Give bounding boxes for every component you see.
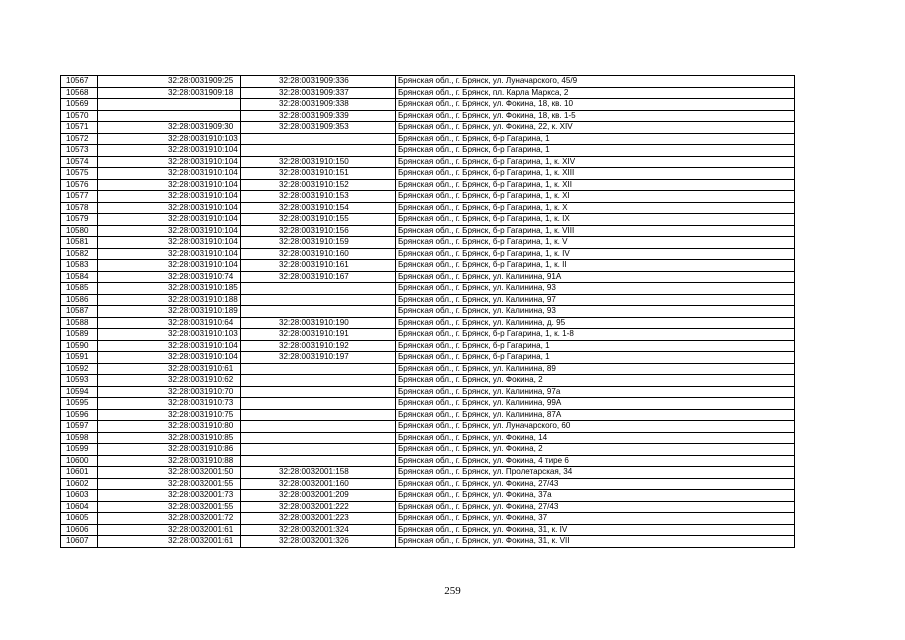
cadastral-number-cell: 32:28:0031910:80 — [98, 421, 241, 433]
table-row — [61, 191, 795, 203]
row-number-cell: 10569 — [61, 99, 98, 111]
table-body — [61, 76, 795, 548]
object-cadastral-number-cell: 32:28:0031909:336 — [241, 76, 396, 88]
row-number-cell: 10581 — [61, 237, 98, 249]
address-cell: Брянская обл., г. Брянск, ул. Калинина, 87А — [396, 409, 795, 421]
table-row — [61, 133, 795, 145]
object-cadastral-number-cell: 32:28:0031910:192 — [241, 340, 396, 352]
cadastral-number-cell: 32:28:0031910:86 — [98, 444, 241, 456]
table-row — [61, 283, 795, 295]
address-cell: Брянская обл., г. Брянск, ул. Луначарского, 60 — [396, 421, 795, 433]
cadastral-number-cell: 32:28:0032001:55 — [98, 501, 241, 513]
row-number-cell: 10577 — [61, 191, 98, 203]
cadastral-number-cell: 32:28:0031910:104 — [98, 179, 241, 191]
cadastral-number-cell: 32:28:0031909:18 — [98, 87, 241, 99]
row-number-cell: 10590 — [61, 340, 98, 352]
object-cadastral-number-cell — [241, 386, 396, 398]
address-cell: Брянская обл., г. Брянск, ул. Фокина, 22, к. XIV — [396, 122, 795, 134]
table-row — [61, 329, 795, 341]
address-cell: Брянская обл., г. Брянск, ул. Фокина, 18, кв. 10 — [396, 99, 795, 111]
table-row — [61, 513, 795, 525]
object-cadastral-number-cell: 32:28:0032001:223 — [241, 513, 396, 525]
address-cell: Брянская обл., г. Брянск, б-р Гагарина, 1, к. 1-8 — [396, 329, 795, 341]
row-number-cell: 10571 — [61, 122, 98, 134]
cadastral-number-cell: 32:28:0031910:104 — [98, 248, 241, 260]
row-number-cell: 10602 — [61, 478, 98, 490]
object-cadastral-number-cell: 32:28:0031910:190 — [241, 317, 396, 329]
cadastral-number-cell: 32:28:0032001:55 — [98, 478, 241, 490]
cadastral-number-cell: 32:28:0031910:64 — [98, 317, 241, 329]
row-number-cell: 10586 — [61, 294, 98, 306]
table-row — [61, 110, 795, 122]
cadastral-number-cell: 32:28:0031910:104 — [98, 237, 241, 249]
object-cadastral-number-cell — [241, 455, 396, 467]
cadastral-number-cell: 32:28:0031910:104 — [98, 191, 241, 203]
table-row — [61, 99, 795, 111]
table-row — [61, 306, 795, 318]
object-cadastral-number-cell: 32:28:0032001:160 — [241, 478, 396, 490]
address-cell: Брянская обл., г. Брянск, б-р Гагарина, 1, к. II — [396, 260, 795, 272]
table-row — [61, 214, 795, 226]
table-row — [61, 248, 795, 260]
table-row — [61, 490, 795, 502]
row-number-cell: 10582 — [61, 248, 98, 260]
address-cell: Брянская обл., г. Брянск, ул. Фокина, 27/43 — [396, 478, 795, 490]
cadastral-number-cell: 32:28:0031910:104 — [98, 352, 241, 364]
cadastral-number-cell — [98, 110, 241, 122]
object-cadastral-number-cell — [241, 306, 396, 318]
object-cadastral-number-cell: 32:28:0031910:191 — [241, 329, 396, 341]
table-row — [61, 76, 795, 88]
object-cadastral-number-cell: 32:28:0032001:158 — [241, 467, 396, 479]
address-cell: Брянская обл., г. Брянск, ул. Фокина, 4 тире 6 — [396, 455, 795, 467]
row-number-cell: 10593 — [61, 375, 98, 387]
object-cadastral-number-cell — [241, 432, 396, 444]
row-number-cell: 10585 — [61, 283, 98, 295]
cadastral-number-cell: 32:28:0032001:61 — [98, 524, 241, 536]
cadastral-number-cell: 32:28:0031909:30 — [98, 122, 241, 134]
address-cell: Брянская обл., г. Брянск, ул. Фокина, 31, к. IV — [396, 524, 795, 536]
object-cadastral-number-cell — [241, 398, 396, 410]
row-number-cell: 10578 — [61, 202, 98, 214]
row-number-cell: 10583 — [61, 260, 98, 272]
address-cell: Брянская обл., г. Брянск, ул. Фокина, 14 — [396, 432, 795, 444]
address-cell: Брянская обл., г. Брянск, б-р Гагарина, 1, к. XII — [396, 179, 795, 191]
address-cell: Брянская обл., г. Брянск, б-р Гагарина, 1 — [396, 145, 795, 157]
table-row — [61, 432, 795, 444]
object-cadastral-number-cell: 32:28:0031910:152 — [241, 179, 396, 191]
row-number-cell: 10592 — [61, 363, 98, 375]
table-row — [61, 455, 795, 467]
object-cadastral-number-cell: 32:28:0031909:353 — [241, 122, 396, 134]
cadastral-number-cell: 32:28:0032001:73 — [98, 490, 241, 502]
table-row — [61, 524, 795, 536]
table-row — [61, 398, 795, 410]
row-number-cell: 10573 — [61, 145, 98, 157]
address-cell: Брянская обл., г. Брянск, б-р Гагарина, 1, к. XI — [396, 191, 795, 203]
cadastral-number-cell: 32:28:0031909:25 — [98, 76, 241, 88]
object-cadastral-number-cell — [241, 409, 396, 421]
table-row — [61, 375, 795, 387]
object-cadastral-number-cell — [241, 145, 396, 157]
object-cadastral-number-cell: 32:28:0031910:151 — [241, 168, 396, 180]
table-row — [61, 386, 795, 398]
object-cadastral-number-cell — [241, 294, 396, 306]
cadastral-number-cell: 32:28:0031910:104 — [98, 145, 241, 157]
row-number-cell: 10567 — [61, 76, 98, 88]
table-row — [61, 168, 795, 180]
table-row — [61, 179, 795, 191]
cadastral-number-cell: 32:28:0031910:75 — [98, 409, 241, 421]
cadastral-number-cell — [98, 99, 241, 111]
object-cadastral-number-cell: 32:28:0031910:159 — [241, 237, 396, 249]
table-row — [61, 467, 795, 479]
cadastral-number-cell: 32:28:0031910:104 — [98, 156, 241, 168]
table-row — [61, 237, 795, 249]
cadastral-number-cell: 32:28:0031910:103 — [98, 133, 241, 145]
row-number-cell: 10606 — [61, 524, 98, 536]
row-number-cell: 10576 — [61, 179, 98, 191]
object-cadastral-number-cell: 32:28:0031910:197 — [241, 352, 396, 364]
row-number-cell: 10587 — [61, 306, 98, 318]
object-cadastral-number-cell: 32:28:0031910:156 — [241, 225, 396, 237]
address-cell: Брянская обл., г. Брянск, б-р Гагарина, 1, к. IX — [396, 214, 795, 226]
cadastral-number-cell: 32:28:0031910:70 — [98, 386, 241, 398]
table-row — [61, 87, 795, 99]
table-row — [61, 156, 795, 168]
row-number-cell: 10572 — [61, 133, 98, 145]
object-cadastral-number-cell — [241, 375, 396, 387]
table-row — [61, 260, 795, 272]
object-cadastral-number-cell — [241, 283, 396, 295]
table-row — [61, 501, 795, 513]
table-row — [61, 352, 795, 364]
address-cell: Брянская обл., г. Брянск, б-р Гагарина, 1, к. V — [396, 237, 795, 249]
cadastral-number-cell: 32:28:0031910:62 — [98, 375, 241, 387]
cadastral-number-cell: 32:28:0031910:73 — [98, 398, 241, 410]
object-cadastral-number-cell: 32:28:0031910:161 — [241, 260, 396, 272]
address-cell: Брянская обл., г. Брянск, б-р Гагарина, 1, к. IV — [396, 248, 795, 260]
table-row — [61, 536, 795, 548]
row-number-cell: 10579 — [61, 214, 98, 226]
table-row — [61, 271, 795, 283]
table-row — [61, 317, 795, 329]
row-number-cell: 10596 — [61, 409, 98, 421]
object-cadastral-number-cell: 32:28:0031909:337 — [241, 87, 396, 99]
row-number-cell: 10600 — [61, 455, 98, 467]
row-number-cell: 10604 — [61, 501, 98, 513]
row-number-cell: 10599 — [61, 444, 98, 456]
row-number-cell: 10601 — [61, 467, 98, 479]
object-cadastral-number-cell: 32:28:0032001:222 — [241, 501, 396, 513]
address-cell: Брянская обл., г. Брянск, ул. Калинина, 99А — [396, 398, 795, 410]
row-number-cell: 10597 — [61, 421, 98, 433]
address-cell: Брянская обл., г. Брянск, ул. Фокина, 2 — [396, 444, 795, 456]
cadastral-number-cell: 32:28:0032001:61 — [98, 536, 241, 548]
row-number-cell: 10580 — [61, 225, 98, 237]
row-number-cell: 10594 — [61, 386, 98, 398]
address-cell: Брянская обл., г. Брянск, ул. Калинина, 97а — [396, 386, 795, 398]
address-cell: Брянская обл., г. Брянск, б-р Гагарина, 1, к. XIII — [396, 168, 795, 180]
address-cell: Брянская обл., г. Брянск, ул. Фокина, 37 — [396, 513, 795, 525]
address-cell: Брянская обл., г. Брянск, ул. Калинина, д. 95 — [396, 317, 795, 329]
object-cadastral-number-cell: 32:28:0031910:160 — [241, 248, 396, 260]
registry-table — [60, 75, 795, 548]
address-cell: Брянская обл., г. Брянск, б-р Гагарина, 1, к. XIV — [396, 156, 795, 168]
row-number-cell: 10574 — [61, 156, 98, 168]
object-cadastral-number-cell — [241, 421, 396, 433]
address-cell: Брянская обл., г. Брянск, б-р Гагарина, 1, к. X — [396, 202, 795, 214]
row-number-cell: 10588 — [61, 317, 98, 329]
row-number-cell: 10591 — [61, 352, 98, 364]
cadastral-number-cell: 32:28:0031910:61 — [98, 363, 241, 375]
row-number-cell: 10607 — [61, 536, 98, 548]
row-number-cell: 10598 — [61, 432, 98, 444]
object-cadastral-number-cell — [241, 444, 396, 456]
cadastral-number-cell: 32:28:0031910:103 — [98, 329, 241, 341]
row-number-cell: 10584 — [61, 271, 98, 283]
row-number-cell: 10603 — [61, 490, 98, 502]
address-cell: Брянская обл., г. Брянск, ул. Пролетарская, 34 — [396, 467, 795, 479]
address-cell: Брянская обл., г. Брянск, ул. Фокина, 27/43 — [396, 501, 795, 513]
address-cell: Брянская обл., г. Брянск, ул. Фокина, 31, к. VII — [396, 536, 795, 548]
object-cadastral-number-cell: 32:28:0031910:154 — [241, 202, 396, 214]
table-row — [61, 421, 795, 433]
address-cell: Брянская обл., г. Брянск, ул. Калинина, 93 — [396, 283, 795, 295]
cadastral-number-cell: 32:28:0031910:104 — [98, 340, 241, 352]
table-row — [61, 225, 795, 237]
cadastral-number-cell: 32:28:0031910:104 — [98, 168, 241, 180]
address-cell: Брянская обл., г. Брянск, пл. Карла Маркса, 2 — [396, 87, 795, 99]
object-cadastral-number-cell: 32:28:0032001:324 — [241, 524, 396, 536]
table-row — [61, 409, 795, 421]
table-row — [61, 294, 795, 306]
address-cell: Брянская обл., г. Брянск, б-р Гагарина, 1 — [396, 340, 795, 352]
address-cell: Брянская обл., г. Брянск, ул. Фокина, 2 — [396, 375, 795, 387]
address-cell: Брянская обл., г. Брянск, ул. Луначарского, 45/9 — [396, 76, 795, 88]
address-cell: Брянская обл., г. Брянск, б-р Гагарина, 1 — [396, 352, 795, 364]
object-cadastral-number-cell: 32:28:0031910:155 — [241, 214, 396, 226]
object-cadastral-number-cell: 32:28:0032001:326 — [241, 536, 396, 548]
cadastral-number-cell: 32:28:0032001:50 — [98, 467, 241, 479]
cadastral-number-cell: 32:28:0031910:104 — [98, 214, 241, 226]
cadastral-number-cell: 32:28:0031910:104 — [98, 260, 241, 272]
cadastral-number-cell: 32:28:0031910:104 — [98, 225, 241, 237]
cadastral-number-cell: 32:28:0032001:72 — [98, 513, 241, 525]
cadastral-number-cell: 32:28:0031910:74 — [98, 271, 241, 283]
object-cadastral-number-cell — [241, 133, 396, 145]
table-row — [61, 202, 795, 214]
address-cell: Брянская обл., г. Брянск, б-р Гагарина, 1 — [396, 133, 795, 145]
row-number-cell: 10605 — [61, 513, 98, 525]
table-row — [61, 478, 795, 490]
page-number: 259 — [444, 585, 461, 597]
cadastral-number-cell: 32:28:0031910:88 — [98, 455, 241, 467]
row-number-cell: 10589 — [61, 329, 98, 341]
address-cell: Брянская обл., г. Брянск, ул. Калинина, 93 — [396, 306, 795, 318]
address-cell: Брянская обл., г. Брянск, ул. Калинина, 91А — [396, 271, 795, 283]
object-cadastral-number-cell: 32:28:0031910:167 — [241, 271, 396, 283]
object-cadastral-number-cell: 32:28:0031909:339 — [241, 110, 396, 122]
cadastral-number-cell: 32:28:0031910:104 — [98, 202, 241, 214]
table-row — [61, 340, 795, 352]
table-row — [61, 444, 795, 456]
table-row — [61, 122, 795, 134]
row-number-cell: 10568 — [61, 87, 98, 99]
object-cadastral-number-cell: 32:28:0032001:209 — [241, 490, 396, 502]
object-cadastral-number-cell: 32:28:0031910:153 — [241, 191, 396, 203]
row-number-cell: 10570 — [61, 110, 98, 122]
address-cell: Брянская обл., г. Брянск, ул. Фокина, 18, кв. 1-5 — [396, 110, 795, 122]
address-cell: Брянская обл., г. Брянск, ул. Калинина, 89 — [396, 363, 795, 375]
object-cadastral-number-cell — [241, 363, 396, 375]
address-cell: Брянская обл., г. Брянск, ул. Калинина, 97 — [396, 294, 795, 306]
table-row — [61, 363, 795, 375]
row-number-cell: 10575 — [61, 168, 98, 180]
row-number-cell: 10595 — [61, 398, 98, 410]
table-row — [61, 145, 795, 157]
cadastral-number-cell: 32:28:0031910:85 — [98, 432, 241, 444]
object-cadastral-number-cell: 32:28:0031910:150 — [241, 156, 396, 168]
address-cell: Брянская обл., г. Брянск, ул. Фокина, 37а — [396, 490, 795, 502]
address-cell: Брянская обл., г. Брянск, б-р Гагарина, 1, к. VIII — [396, 225, 795, 237]
object-cadastral-number-cell: 32:28:0031909:338 — [241, 99, 396, 111]
cadastral-number-cell: 32:28:0031910:189 — [98, 306, 241, 318]
cadastral-number-cell: 32:28:0031910:188 — [98, 294, 241, 306]
cadastral-number-cell: 32:28:0031910:185 — [98, 283, 241, 295]
